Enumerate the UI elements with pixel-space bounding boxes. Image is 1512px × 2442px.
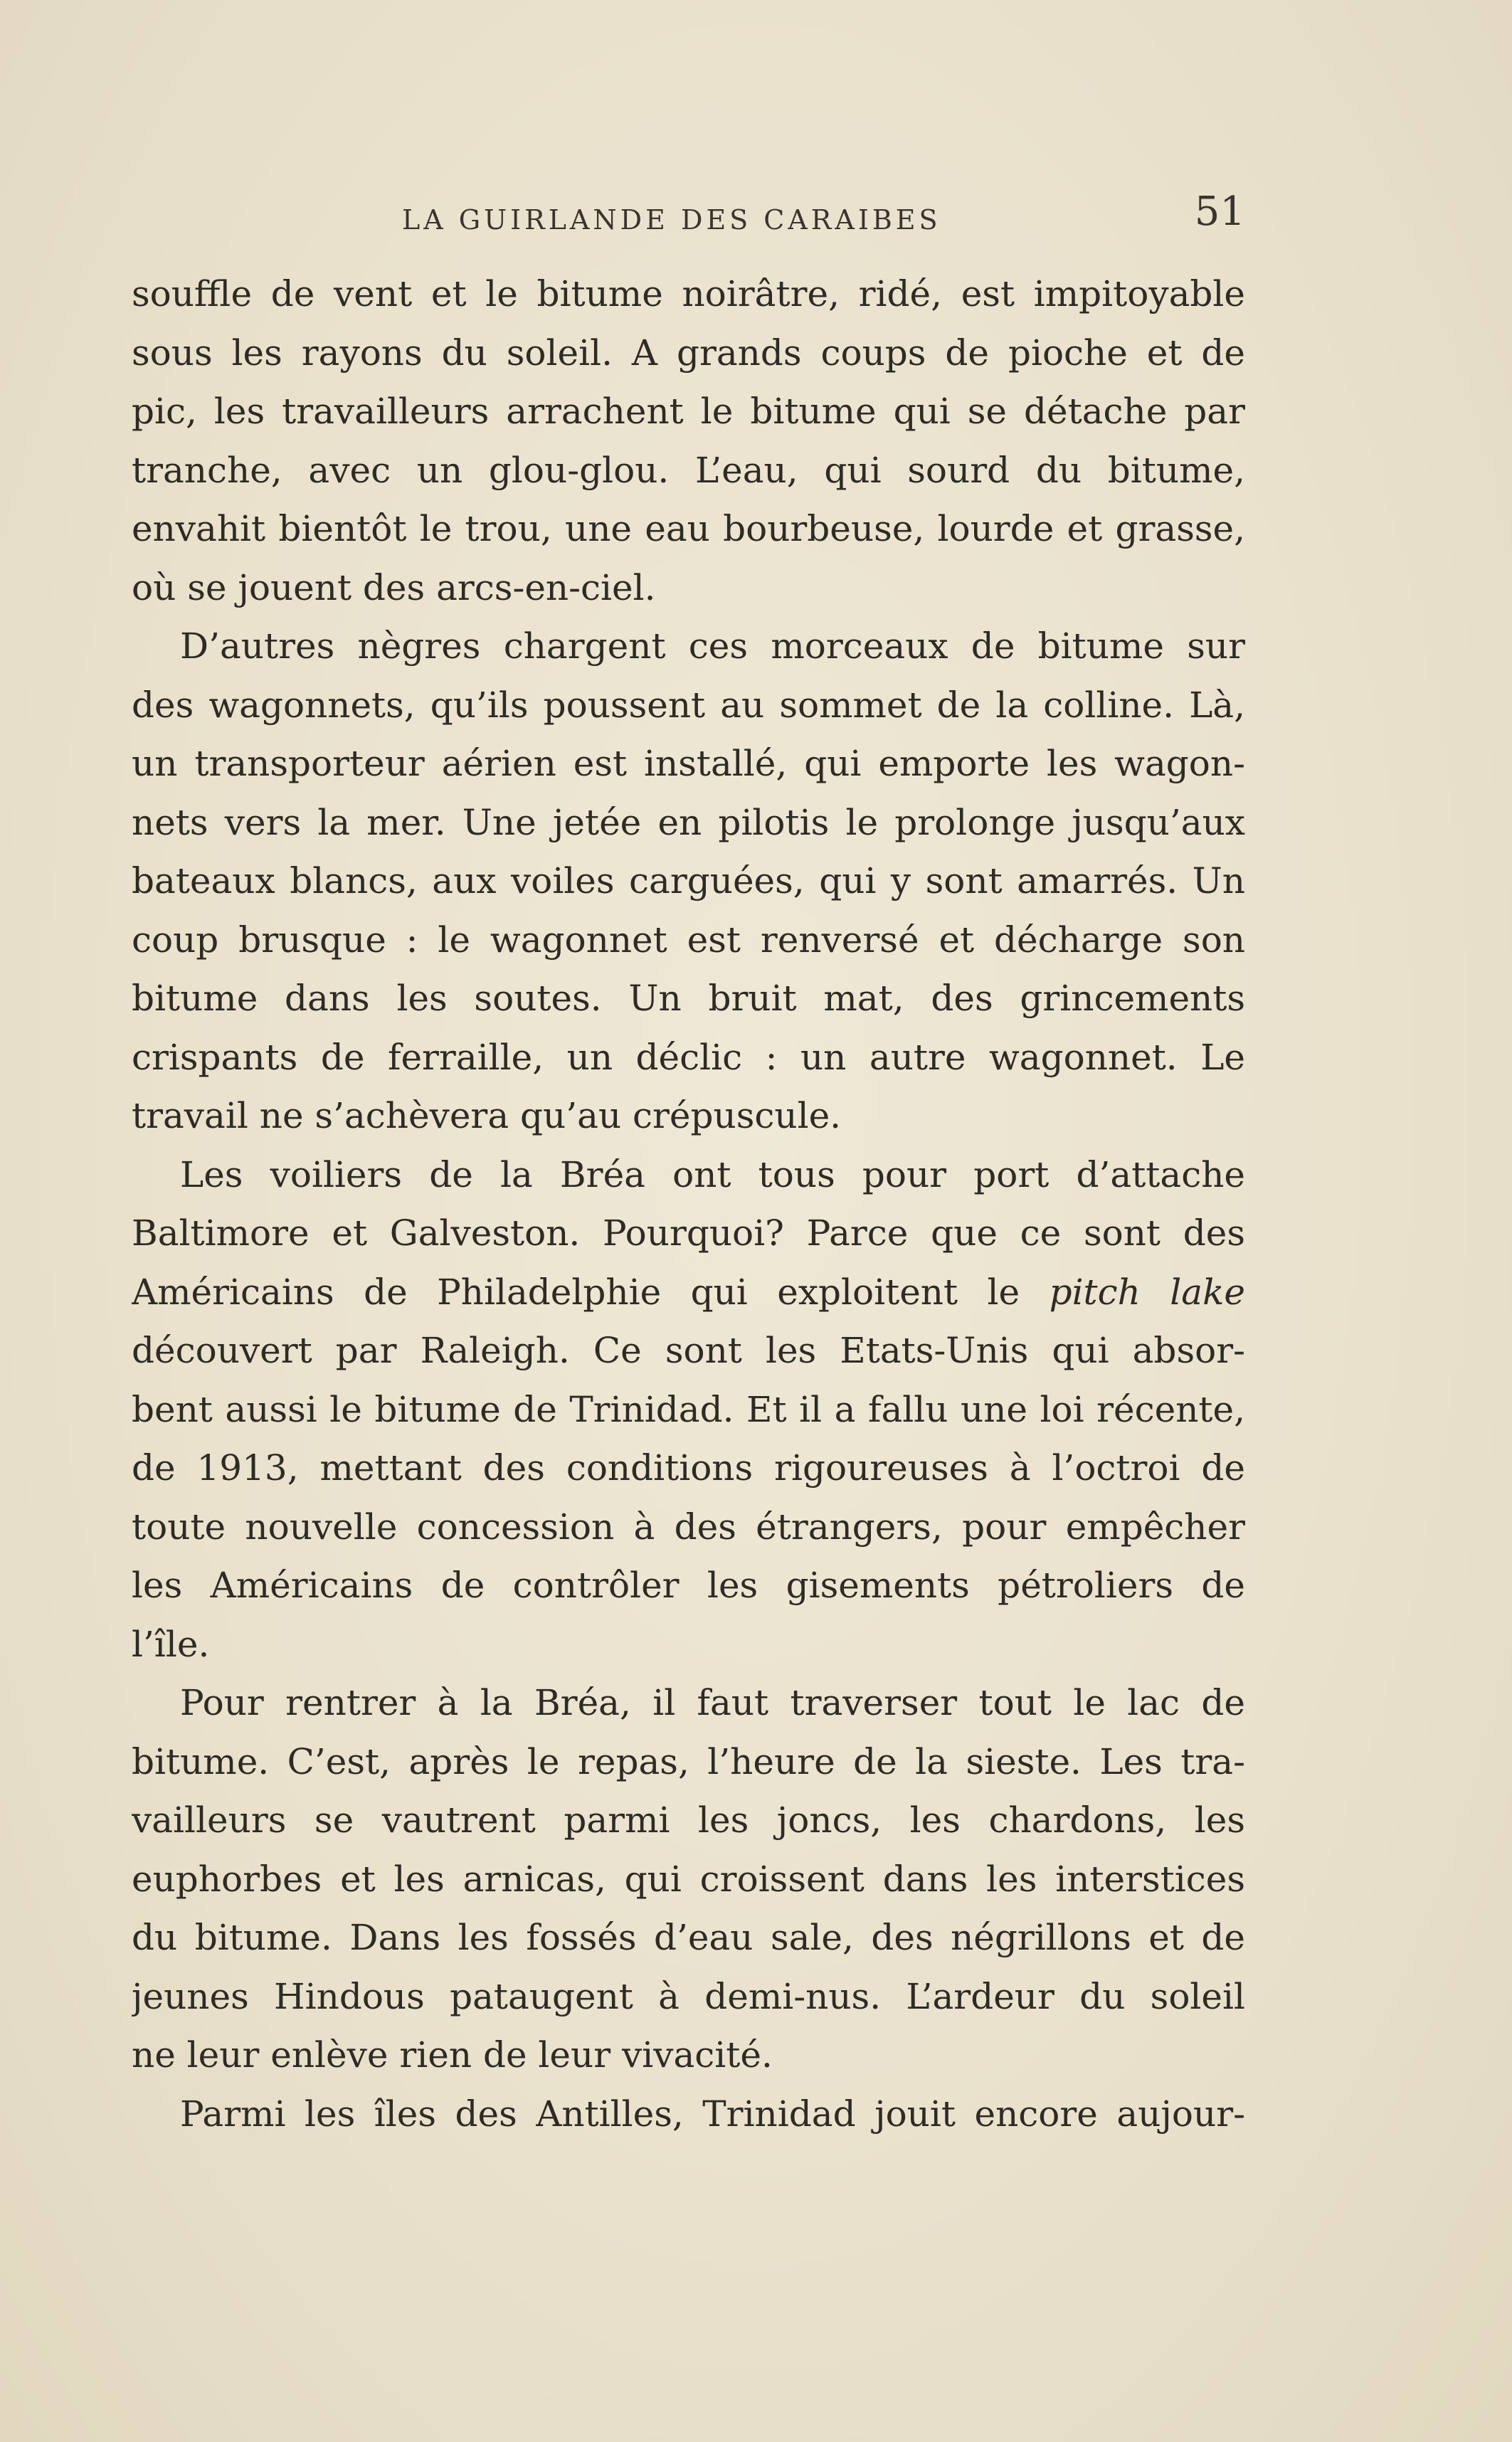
text-line-content: ne leur enlève rien de leur vivacité. [132, 2034, 773, 2076]
text-line [132, 1321, 1245, 1380]
text-line-content: travail ne s’achèvera qu’au crépuscule. [132, 1095, 842, 1136]
text-line-content: bitume dans les soutes. Un bruit mat, des grincements [132, 978, 1245, 1019]
text-line-content: l’île. [132, 1623, 210, 1665]
text-line-content: souffle de vent et le bitume noirâtre, ridé, est impitoyable [132, 273, 1245, 314]
text-line [132, 1615, 1245, 1674]
text-line-content: bateaux blancs, aux voiles carguées, qui y sont amarrés. Un [132, 860, 1245, 902]
text-line [132, 1146, 1245, 1205]
text-line [132, 500, 1245, 559]
text-line [132, 2026, 1245, 2085]
text-line [132, 1791, 1245, 1850]
text-line-content: crispants de ferraille, un déclic : un autre wagonnet. Le [132, 1036, 1245, 1078]
page-number: 51 [1194, 189, 1245, 235]
text-line [132, 1674, 1245, 1733]
text-line [132, 793, 1245, 852]
text-line-content: Parmi les îles des Antilles, Trinidad jouit encore aujour- [180, 2093, 1245, 2135]
text-line [132, 911, 1245, 970]
text-line-content: nets vers la mer. Une jetée en pilotis le prolonge jusqu’aux [132, 801, 1245, 843]
text-line-content: jeunes Hindous pataugent à demi-nus. L’ardeur du soleil [132, 1975, 1245, 2017]
text-line-content: Pour rentrer à la Bréa, il faut traverser tout le lac de [180, 1682, 1245, 1723]
text-line-content: où se jouent des arcs-en-ciel. [132, 566, 656, 608]
text-line-content: un transporteur aérien est installé, qui emporte les wagon- [132, 743, 1245, 784]
text-line [132, 1967, 1245, 2026]
text-line [132, 676, 1245, 735]
text-line-content: bent aussi le bitume de Trinidad. Et il a fallu une loi récente, [132, 1388, 1245, 1430]
text-line [132, 617, 1245, 676]
text-line [132, 969, 1245, 1028]
text-line-content: Baltimore et Galveston. Pourquoi? Parce que ce sont des [132, 1212, 1245, 1254]
text-line-content: du bitume. Dans les fossés d’eau sale, des négrillons et de [132, 1917, 1245, 1958]
text-line [132, 559, 1245, 618]
text-line [132, 324, 1245, 383]
text-line-content: envahit bientôt le trou, une eau bourbeuse, lourde et grasse, [132, 508, 1245, 549]
text-line-content: découvert par Raleigh. Ce sont les Etats-Unis qui absor- [132, 1330, 1245, 1371]
italic-term: pitch lake [1049, 1271, 1245, 1313]
text-line-content: les Américains de contrôler les gisements pétroliers de [132, 1565, 1245, 1606]
text-line [132, 265, 1245, 324]
text-line-content: tranche, avec un glou-glou. L’eau, qui sourd du bitume, [132, 449, 1245, 491]
text-line-content: D’autres nègres chargent ces morceaux de bitume sur [180, 625, 1245, 667]
text-line [132, 734, 1245, 793]
text-line-content: Américains de Philadelphie qui exploitent le [132, 1271, 1050, 1313]
text-line [132, 1087, 1245, 1146]
page-header [132, 189, 1245, 253]
text-line-content: des wagonnets, qu’ils poussent au sommet de la colline. Là, [132, 684, 1245, 726]
text-line [132, 1908, 1245, 1967]
text-line-content: pic, les travailleurs arrachent le bitume qui se détache par [132, 391, 1245, 432]
text-line [132, 1439, 1245, 1498]
text-line [132, 1263, 1245, 1322]
text-line-content: Les voiliers de la Bréa ont tous pour port d’attache [180, 1153, 1245, 1195]
text-line [132, 441, 1245, 500]
text-line-content: bitume. C’est, après le repas, l’heure de la sieste. Les tra- [132, 1740, 1245, 1782]
text-line [132, 852, 1245, 911]
body-text [132, 265, 1245, 2143]
text-line [132, 1204, 1245, 1263]
text-line-content: sous les rayons du soleil. A grands coups de pioche et de [132, 332, 1245, 374]
text-line [132, 1380, 1245, 1439]
text-line [132, 1028, 1245, 1087]
text-line-content: vailleurs se vautrent parmi les joncs, les chardons, les [132, 1799, 1245, 1841]
text-line [132, 2085, 1245, 2144]
text-line [132, 1850, 1245, 1909]
text-line [132, 1498, 1245, 1557]
running-title: LA GUIRLANDE DES CARAIBES [402, 204, 941, 236]
text-line [132, 382, 1245, 441]
text-line-content: toute nouvelle concession à des étrangers, pour empêcher [132, 1506, 1245, 1548]
text-line-content: euphorbes et les arnicas, qui croissent dans les interstices [132, 1858, 1245, 1900]
text-line [132, 1733, 1245, 1792]
text-line [132, 1556, 1245, 1615]
text-line-content: coup brusque : le wagonnet est renversé et décharge son [132, 919, 1245, 961]
text-line-content: de 1913, mettant des conditions rigoureuses à l’octroi de [132, 1447, 1245, 1489]
